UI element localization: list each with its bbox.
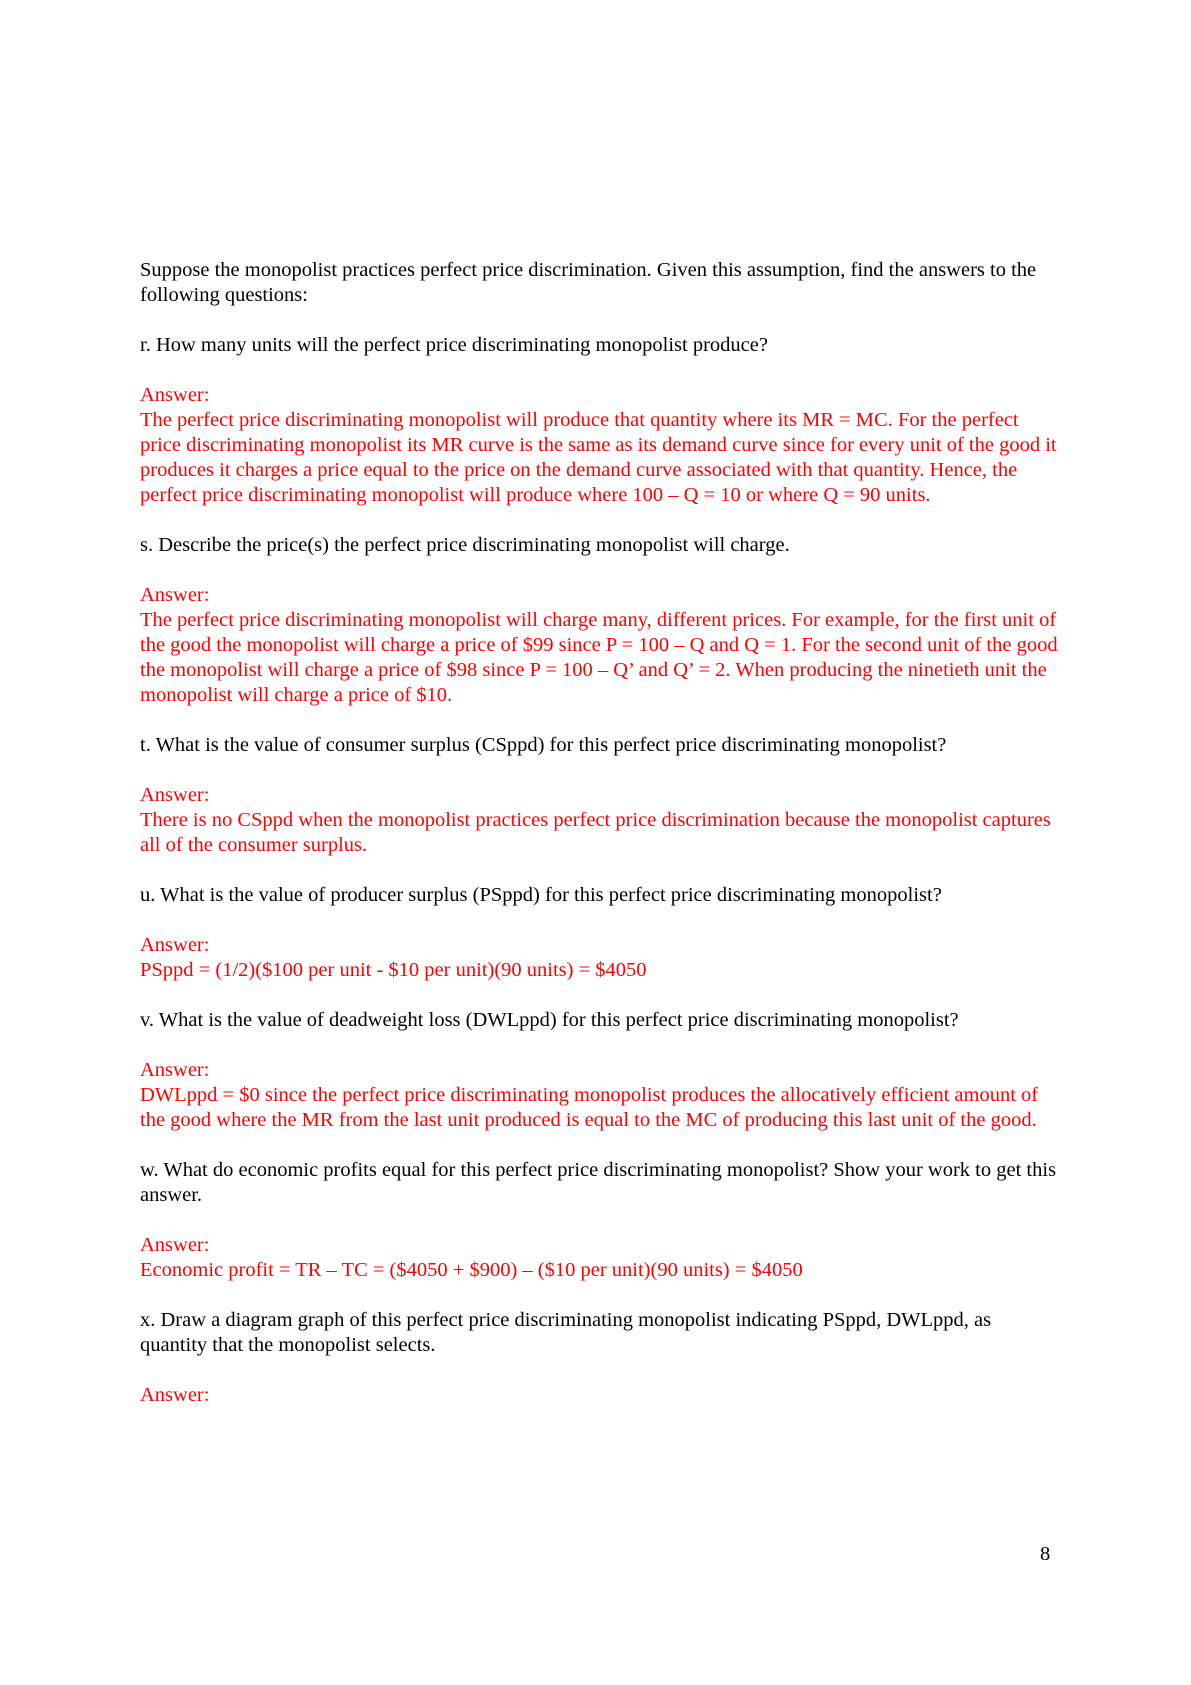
answer-label-x: Answer: [140, 1384, 210, 1406]
answer-r: The perfect price discriminating monopolist will produce that quantity where its MR = MC. For the perfect price discriminating monopolist its MR curve is the same as its demand curve since for every unit of the good it produces it charges a price equal to the price on the demand curve associated with that quantity. Hence, the perfect price discriminating monopolist will produce where 100 – Q = 10 or where Q = 90 units. [140, 409, 1057, 506]
answer-s: The perfect price discriminating monopolist will charge many, different prices. For example, for the first unit of the good the monopolist will charge a price of $99 since P = 100 – Q and Q = 1. For the second unit of the good the monopolist will charge a price of $98 since P = 100 – Q’ and Q’ = 2. When producing the ninetieth unit the monopolist will charge a price of $10. [140, 609, 1058, 706]
question-t: t. What is the value of consumer surplus (CSppd) for this perfect price discriminating monopolist? [140, 734, 947, 756]
answer-label-t: Answer: [140, 784, 210, 806]
answer-v: DWLppd = $0 since the perfect price discriminating monopolist produces the allocatively efficient amount of the good where the MR from the last unit produced is equal to the MC of producing this last unit of the good. [140, 1084, 1039, 1131]
question-x: x. Draw a diagram graph of this perfect price discriminating monopolist indicating PSppd, DWLppd, as quantity that the monopolist selects. [140, 1309, 992, 1356]
answer-u: PSppd = (1/2)($100 per unit - $10 per unit)(90 units) = $4050 [140, 959, 647, 981]
intro-text: Suppose the monopolist practices perfect price discrimination. Given this assumption, find the answers to the following questions: [140, 259, 1037, 306]
answer-label-u: Answer: [140, 934, 210, 956]
question-v: v. What is the value of deadweight loss (DWLppd) for this perfect price discriminating monopolist? [140, 1009, 959, 1031]
page-number: 8 [1040, 1543, 1051, 1565]
answer-label-w: Answer: [140, 1234, 210, 1256]
answer-t: There is no CSppd when the monopolist practices perfect price discrimination because the monopolist captures all of the consumer surplus. [140, 809, 1051, 856]
document-page [140, 258, 1060, 1408]
question-s: s. Describe the price(s) the perfect price discriminating monopolist will charge. [140, 534, 790, 556]
answer-w: Economic profit = TR – TC = ($4050 + $900) – ($10 per unit)(90 units) = $4050 [140, 1259, 803, 1281]
question-u: u. What is the value of producer surplus (PSppd) for this perfect price discriminating monopolist? [140, 884, 942, 906]
question-w: w. What do economic profits equal for this perfect price discriminating monopolist? Show your work to get this answer. [140, 1159, 1057, 1206]
answer-label-s: Answer: [140, 584, 210, 606]
answer-label-v: Answer: [140, 1059, 210, 1081]
answer-label-r: Answer: [140, 384, 210, 406]
question-r: r. How many units will the perfect price discriminating monopolist produce? [140, 334, 768, 356]
